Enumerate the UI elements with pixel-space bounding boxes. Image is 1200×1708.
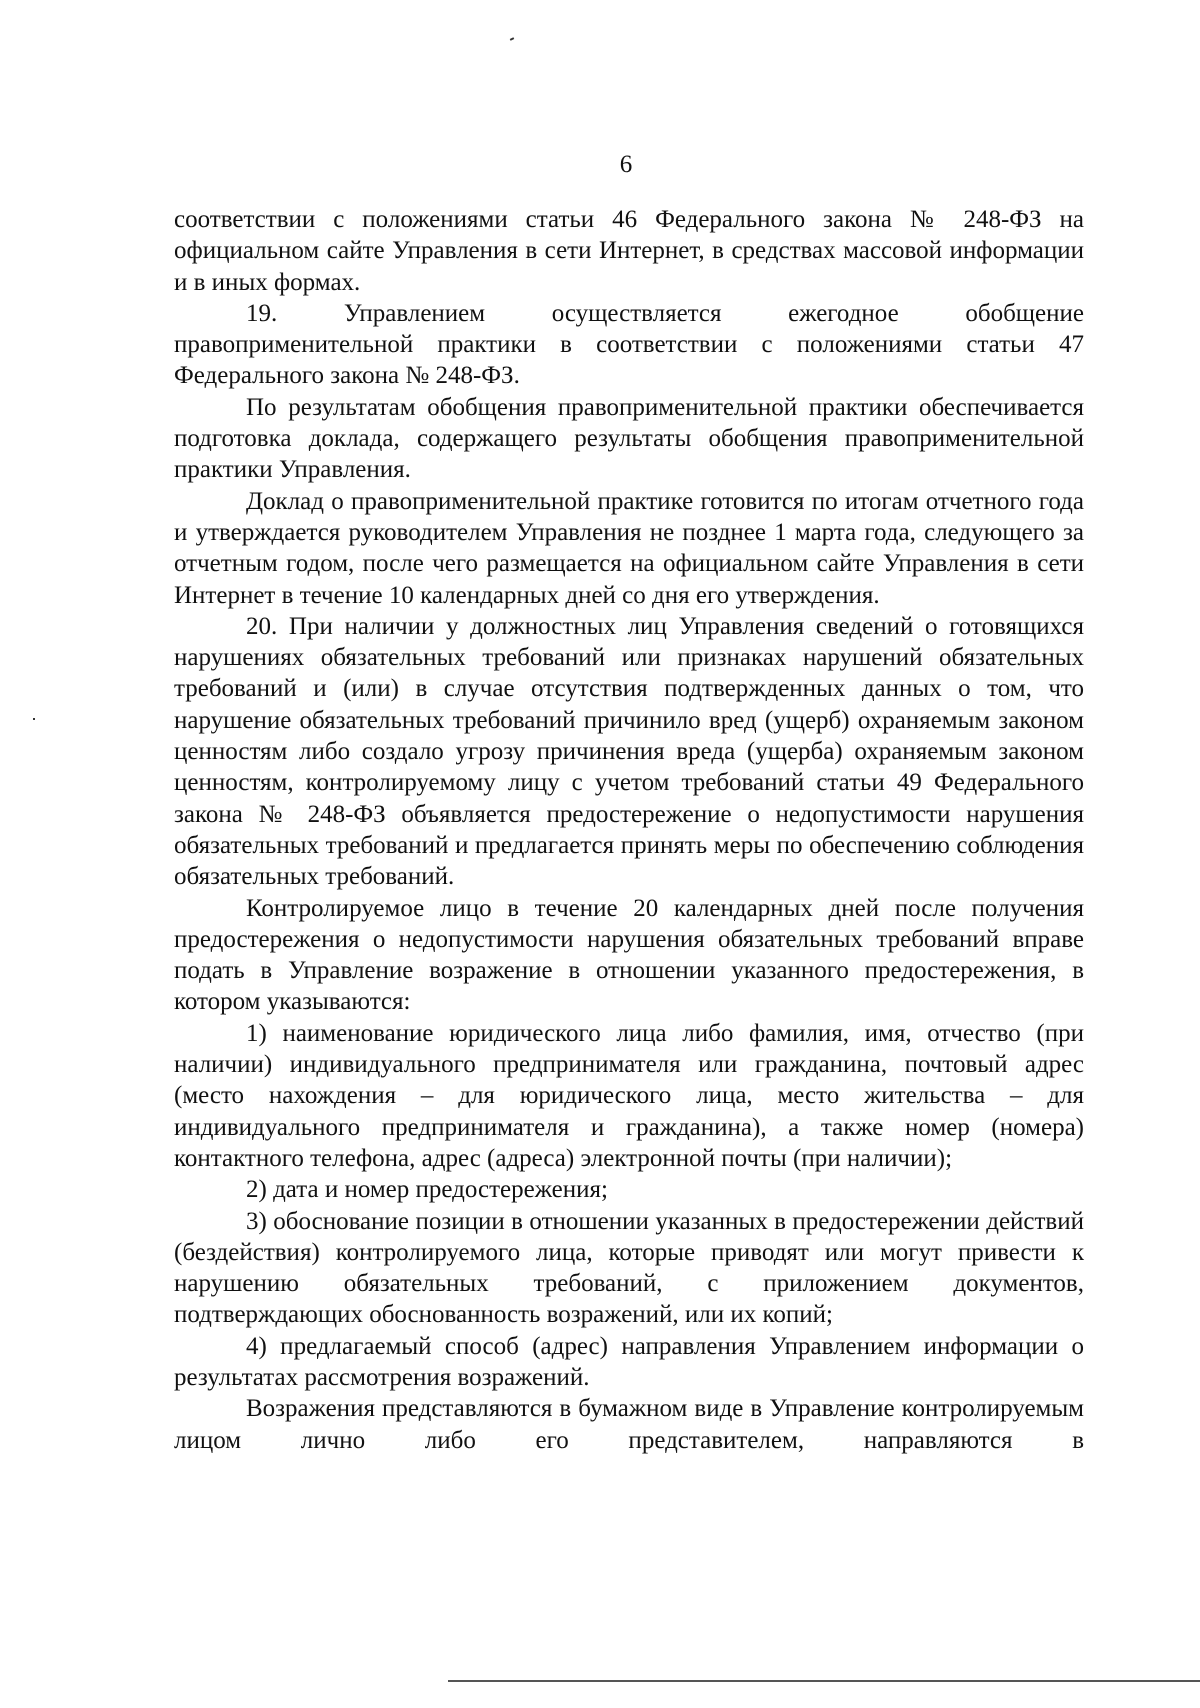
paragraph-1: соответствии с положениями статьи 46 Федерального закона № 248-ФЗ на официальном сайте Управления в сети Интернет, в средствах массовой информации и в иных формах.	[174, 206, 1084, 296]
scan-speck	[33, 718, 35, 720]
list-item-1: 1) наименование юридического лица либо фамилия, имя, отчество (при наличии) индивидуального предпринимателя или гражданина, почтовый адрес (место нахождения – для юридического лица, место жительства – для индивидуального предпринимателя и гражданина), а также номер (номера) контактного телефона, адрес (адреса) электронной почты (при наличии);	[174, 1019, 1084, 1172]
list-item-3: 3) обоснование позиции в отношении указанных в предостережении действий (бездействия) контролируемого лица, которые приводят или могут привести к нарушению обязательных требований, с приложением документов, подтверждающих обоснованность возражений, или их копий;	[174, 1207, 1084, 1329]
paragraph-submission: Возражения представляются в бумажном виде в Управление контролируемым лицом лично либо его представителем, направляются в	[174, 1395, 1084, 1454]
footer-rule	[448, 1680, 1200, 1682]
paragraph-20: 20. При наличии у должностных лиц Управления сведений о готовящихся нарушениях обязательных требований или признаках нарушений обязательных требований и (или) в случае отсутствия подтвержденных данных о том, что нарушение обязательных требований причинило вред (ущерб) охраняемым законом ценностям либо создало угрозу причинения вреда (ущерба) охраняемым законом ценностям, контролируемому лицу с учетом требований статьи 49 Федерального закона № 248-ФЗ объявляется предостережение о недопустимости нарушения обязательных требований и предлагается принять меры по обеспечению соблюдения обязательных требований.	[174, 612, 1084, 891]
list-item-2: 2) дата и номер предостережения;	[246, 1176, 608, 1204]
document-body	[174, 204, 1084, 1456]
paragraph-results: По результатам обобщения правоприменительной практики обеспечивается подготовка доклада, содержащего результаты обобщения правоприменительной практики Управления.	[174, 393, 1084, 484]
list-item-4: 4) предлагаемый способ (адрес) направления Управлением информации о результатах рассмотрения возражений.	[174, 1332, 1084, 1391]
paragraph-report: Доклад о правоприменительной практике готовится по итогам отчетного года и утверждается руководителем Управления не позднее 1 марта года, следующего за отчетным годом, после чего размещается на официальном сайте Управления в сети Интернет в течение 10 календарных дней со дня его утверждения.	[174, 487, 1084, 609]
scan-speck	[510, 37, 514, 41]
paragraph-objection: Контролируемое лицо в течение 20 календарных дней после получения предостережения о недопустимости нарушения обязательных требований вправе подать в Управление возражение в отношении указанного предостережения, в котором указываются:	[174, 894, 1084, 1016]
paragraph-19: 19. Управлением осуществляется ежегодное обобщение правоприменительной практики в соответствии с положениями статьи 47 Федерального закона № 248-ФЗ.	[174, 299, 1084, 390]
page-number: 6	[619, 151, 633, 178]
